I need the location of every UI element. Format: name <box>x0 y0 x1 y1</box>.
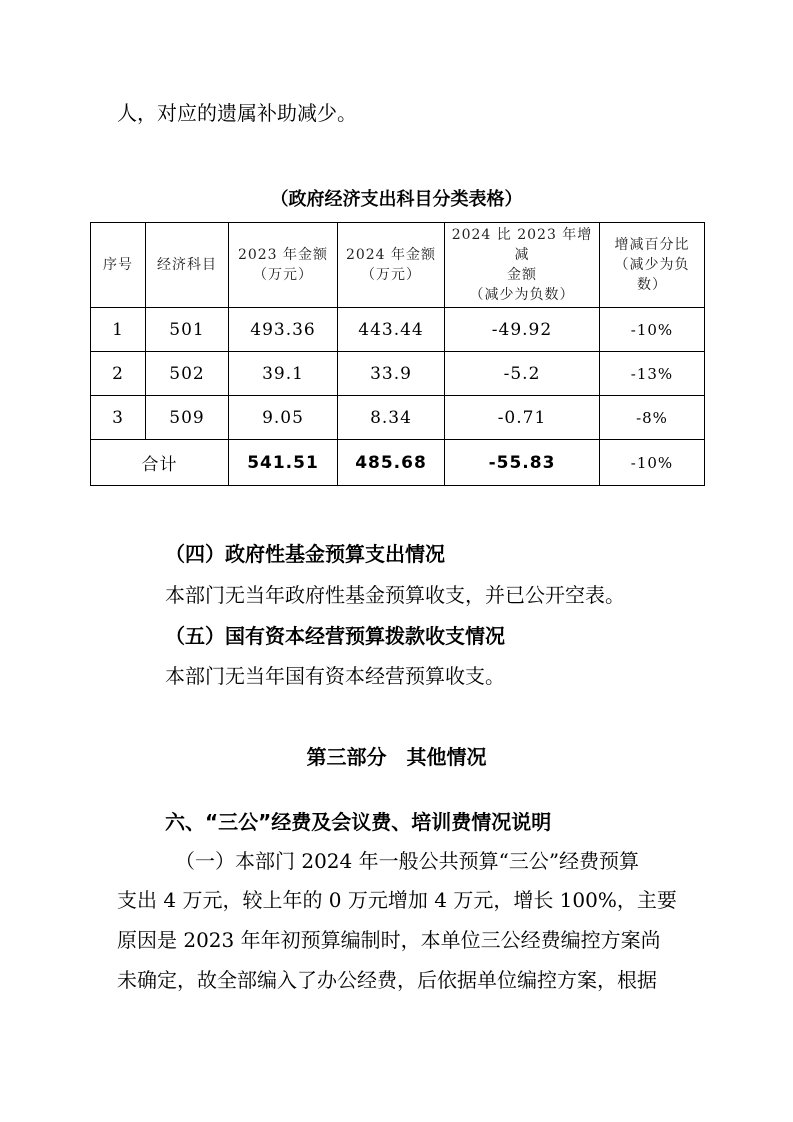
cell-2023-amount: 39.1 <box>229 352 338 396</box>
section-heading: （四）政府性基金预算支出情况 <box>165 542 445 566</box>
body-text-line: 原因是 2023 年年初预算编制时，本单位三公经费编控方案尚 <box>117 928 661 952</box>
cell-2024-amount: 8.34 <box>338 396 445 440</box>
section-heading: （五）国有资本经营预算拨款收支情况 <box>165 624 505 648</box>
total-change-amount: -55.83 <box>445 440 600 486</box>
table-header-row <box>91 223 705 308</box>
cell-index: 1 <box>91 308 146 352</box>
cell-change-percent: -8% <box>600 396 705 440</box>
cell-2024-amount: 443.44 <box>338 308 445 352</box>
cell-2023-amount: 9.05 <box>229 396 338 440</box>
total-2024-amount: 485.68 <box>338 440 445 486</box>
cell-index: 3 <box>91 396 146 440</box>
economic-category-table <box>90 222 705 486</box>
header-index: 序号 <box>91 223 146 308</box>
body-text-line: 本部门无当年政府性基金预算收支，并已公开空表。 <box>165 583 625 607</box>
total-2023-amount: 541.51 <box>229 440 338 486</box>
cell-category: 509 <box>146 396 229 440</box>
cell-change-amount: -0.71 <box>445 396 600 440</box>
part-title: 第三部分 其他情况 <box>306 745 487 769</box>
cell-change-percent: -13% <box>600 352 705 396</box>
total-change-percent: -10% <box>600 440 705 486</box>
body-text-line: （一）本部门 2024 年一般公共预算“三公”经费预算 <box>175 849 640 873</box>
table-title: （政府经济支出科目分类表格） <box>270 189 523 210</box>
body-text-line: 支出 4 万元，较上年的 0 万元增加 4 万元，增长 100%，主要 <box>117 888 677 912</box>
cell-2023-amount: 493.36 <box>229 308 338 352</box>
body-text-line: 未确定，故全部编入了办公经费，后依据单位编控方案，根据 <box>117 968 657 992</box>
header-change-percent: 增减百分比 （减少为负 数） <box>600 223 705 308</box>
cell-2024-amount: 33.9 <box>338 352 445 396</box>
header-category: 经济科目 <box>146 223 229 308</box>
body-text-line: 本部门无当年国有资本经营预算收支。 <box>165 664 505 688</box>
cell-change-amount: -5.2 <box>445 352 600 396</box>
table-row <box>91 308 705 352</box>
header-change-amount: 2024 比 2023 年增减 金额 （减少为负数） <box>445 223 600 308</box>
cell-category: 502 <box>146 352 229 396</box>
section-heading: 六、“三公”经费及会议费、培训费情况说明 <box>165 810 552 834</box>
cell-change-amount: -49.92 <box>445 308 600 352</box>
cell-category: 501 <box>146 308 229 352</box>
total-label: 合计 <box>91 440 229 486</box>
body-text-line: 人，对应的遗属补助减少。 <box>117 101 357 125</box>
header-2023-amount: 2023 年金额 （万元） <box>229 223 338 308</box>
cell-change-percent: -10% <box>600 308 705 352</box>
header-2024-amount: 2024 年金额 （万元） <box>338 223 445 308</box>
cell-index: 2 <box>91 352 146 396</box>
table-total-row <box>91 440 705 486</box>
table-row <box>91 396 705 440</box>
table-row <box>91 352 705 396</box>
